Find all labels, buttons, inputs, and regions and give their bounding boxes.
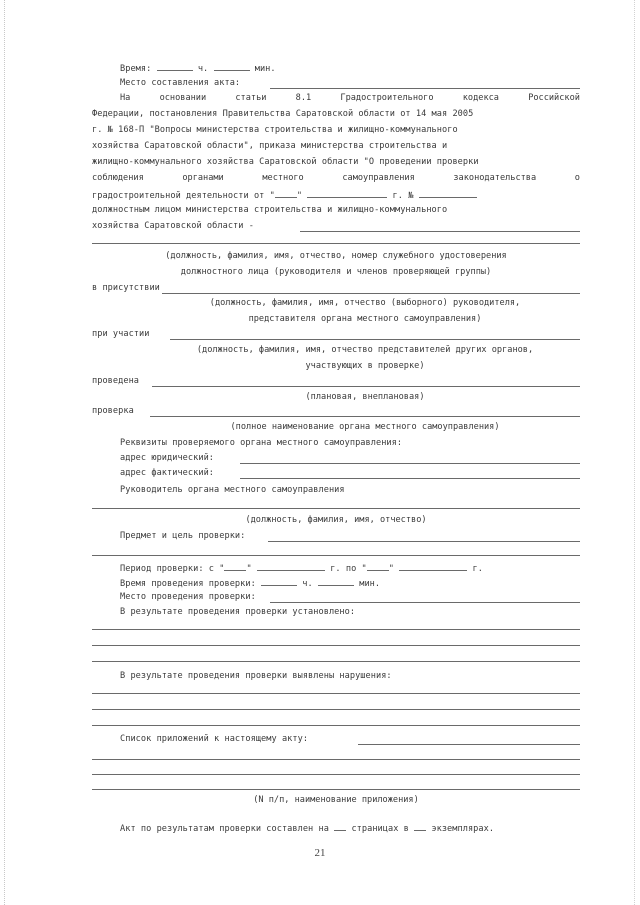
order-number-blank xyxy=(419,188,477,198)
legal-address-label: адрес юридический: xyxy=(120,453,215,463)
word: На xyxy=(120,93,131,103)
subject-blank-2 xyxy=(92,555,580,556)
word: соблюдения xyxy=(92,173,144,183)
caption-official-2: должностного лица (руководителя и членов проверяющей группы) xyxy=(180,267,492,277)
check-place-blank xyxy=(270,602,580,603)
subject-label: Предмет и цель проверки: xyxy=(120,531,246,541)
legal-address-blank xyxy=(240,463,580,464)
presence-label: в присутствии xyxy=(92,283,160,293)
word: самоуправления xyxy=(342,173,415,183)
place-label: Место составления акта: xyxy=(120,78,241,88)
period-from-month-blank xyxy=(257,561,325,571)
caption-others-1: (должность, фамилия, имя, отчество представителей других органов, xyxy=(196,345,534,355)
head-blank xyxy=(92,508,580,509)
violations-blank-1 xyxy=(92,693,580,694)
attachments-label: Список приложений к настоящему акту: xyxy=(120,734,309,744)
basis-line-1 xyxy=(120,92,580,104)
final-line: Акт по результатам проверки составлен на страницах в экземплярах. xyxy=(120,821,494,835)
attachments-blank-4 xyxy=(92,789,580,790)
requisites-label: Реквизиты проверяемого органа местного самоуправления: xyxy=(120,438,403,448)
actual-address-blank xyxy=(240,478,580,479)
period-to-month-blank xyxy=(399,561,467,571)
violations-blank-3 xyxy=(92,725,580,726)
time-line xyxy=(120,61,276,75)
check-label: проверка xyxy=(92,406,134,416)
presence-blank xyxy=(162,293,580,294)
word: Российской xyxy=(528,93,580,103)
page-number: 21 xyxy=(314,847,326,859)
basis-line-2: Федерации, постановления Правительства Саратовской области от 14 мая 2005 xyxy=(92,109,474,119)
caption-body: (полное наименование органа местного самоуправления) xyxy=(230,422,500,432)
basis-line-8: должностным лицом министерства строительства и жилищно-коммунального xyxy=(92,205,448,215)
period-line: Период проверки: с " " г. по " " г. xyxy=(120,561,483,575)
period-from-day-blank xyxy=(224,561,246,571)
minutes-label: мин. xyxy=(254,64,276,74)
caption-official-1: (должность, фамилия, имя, отчество, номер служебного удостоверения xyxy=(165,251,507,261)
violations-label: В результате проведения проверки выявлены нарушения: xyxy=(120,671,392,681)
copies-count-blank xyxy=(414,821,426,831)
official-blank-1 xyxy=(300,231,580,232)
hours-label: ч. xyxy=(197,64,209,74)
attachments-blank-1 xyxy=(358,744,580,745)
attachments-blank-3 xyxy=(92,774,580,775)
basis-line-6 xyxy=(92,172,580,184)
basis-line-5: жилищно-коммунального хозяйства Саратовской области "О проведении проверки xyxy=(92,157,479,167)
caption-head-1: (должность, фамилия, имя, отчество (выборного) руководителя, xyxy=(209,298,521,308)
duration-minutes-blank xyxy=(318,576,354,586)
hours-blank xyxy=(157,61,193,71)
established-blank-1 xyxy=(92,629,580,630)
word: 8.1 xyxy=(295,93,312,103)
head-label: Руководитель органа местного самоуправления xyxy=(120,485,345,495)
conducted-label: проведена xyxy=(92,376,140,386)
order-day-blank xyxy=(275,188,297,198)
word: кодекса xyxy=(462,93,499,103)
scan-edge-left xyxy=(4,0,6,905)
basis-line-4: хозяйства Саратовской области", приказа министерства строительства и xyxy=(92,141,448,151)
established-blank-2 xyxy=(92,645,580,646)
caption-appendix: (N п/п, наименование приложения) xyxy=(253,795,419,805)
caption-others-2: участвующих в проверке) xyxy=(305,361,425,371)
caption-head-2: представителя органа местного самоуправления) xyxy=(248,314,482,324)
time-label: Время: xyxy=(120,64,152,74)
check-place-label: Место проведения проверки: xyxy=(120,592,256,602)
subject-blank-1 xyxy=(268,541,580,542)
attachments-blank-2 xyxy=(92,759,580,760)
pages-count-blank xyxy=(334,821,346,831)
word: основании xyxy=(159,93,207,103)
duration-line: Время проведения проверки: ч. мин. xyxy=(120,576,380,590)
minutes-blank xyxy=(214,61,250,71)
scan-edge-right xyxy=(634,0,636,905)
word: статьи xyxy=(235,93,267,103)
participation-blank xyxy=(170,339,580,340)
word: органами xyxy=(182,173,224,183)
violations-blank-2 xyxy=(92,709,580,710)
caption-type: (плановая, внеплановая) xyxy=(305,392,425,402)
order-month-blank xyxy=(307,188,387,198)
word: о xyxy=(574,173,580,183)
word: местного xyxy=(262,173,304,183)
basis-line-3: г. № 168-П "Вопросы министерства строительства и жилищно-коммунального xyxy=(92,125,458,135)
check-blank xyxy=(150,416,580,417)
participation-label: при участии xyxy=(92,329,150,339)
actual-address-label: адрес фактический: xyxy=(120,468,215,478)
conducted-blank xyxy=(152,386,580,387)
established-label: В результате проведения проверки установлено: xyxy=(120,607,356,617)
place-blank xyxy=(270,88,580,89)
caption-person: (должность, фамилия, имя, отчество) xyxy=(245,515,427,525)
basis-line-9: хозяйства Саратовской области - xyxy=(92,221,254,231)
duration-hours-blank xyxy=(261,576,297,586)
established-blank-3 xyxy=(92,661,580,662)
period-to-day-blank xyxy=(367,561,389,571)
official-blank-2 xyxy=(92,243,580,244)
basis-line-7: градостроительной деятельности от " " г. № xyxy=(92,188,477,202)
word: Градостроительного xyxy=(340,93,434,103)
word: законодательства xyxy=(453,173,537,183)
